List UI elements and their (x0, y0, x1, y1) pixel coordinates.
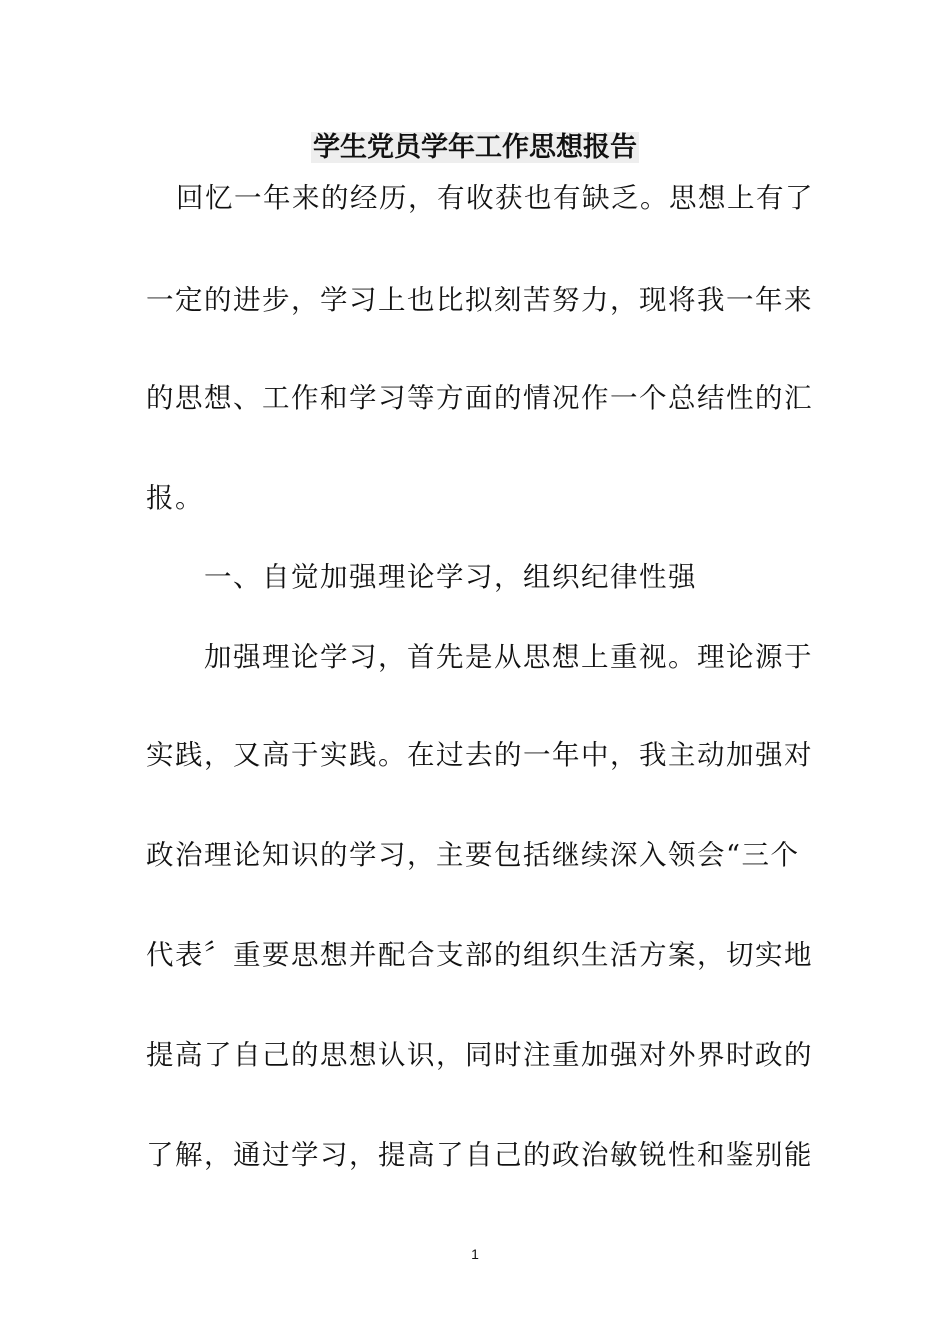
paragraph-line: 政治理论知识的学习，主要包括继续深入领会“三个 (146, 839, 800, 871)
paragraph-line: 代表〞重要思想并配合支部的组织生活方案，切实地 (146, 939, 813, 971)
paragraph-line: 了解，通过学习，提高了自己的政治敏锐性和鉴别能 (146, 1139, 813, 1171)
paragraph-line: 提高了自己的思想认识，同时注重加强对外界时政的 (146, 1039, 813, 1071)
paragraph-line: 报。 (146, 482, 204, 514)
paragraph-line: 实践，又高于实践。在过去的一年中，我主动加强对 (146, 739, 813, 771)
document-title (0, 128, 950, 168)
paragraph-line: 加强理论学习，首先是从思想上重视。理论源于 (204, 641, 813, 673)
document-title-text: 学生党员学年工作思想报告 (313, 132, 637, 163)
paragraph-line: 的思想、工作和学习等方面的情况作一个总结性的汇 (146, 382, 813, 414)
paragraph-line: 一定的进步，学习上也比拟刻苦努力，现将我一年来 (146, 284, 813, 316)
paragraph-line: 回忆一年来的经历，有收获也有缺乏。思想上有了 (176, 182, 814, 214)
section-heading: 一、自觉加强理论学习，组织纪律性强 (204, 561, 697, 593)
page-number: 1 (471, 1246, 479, 1262)
